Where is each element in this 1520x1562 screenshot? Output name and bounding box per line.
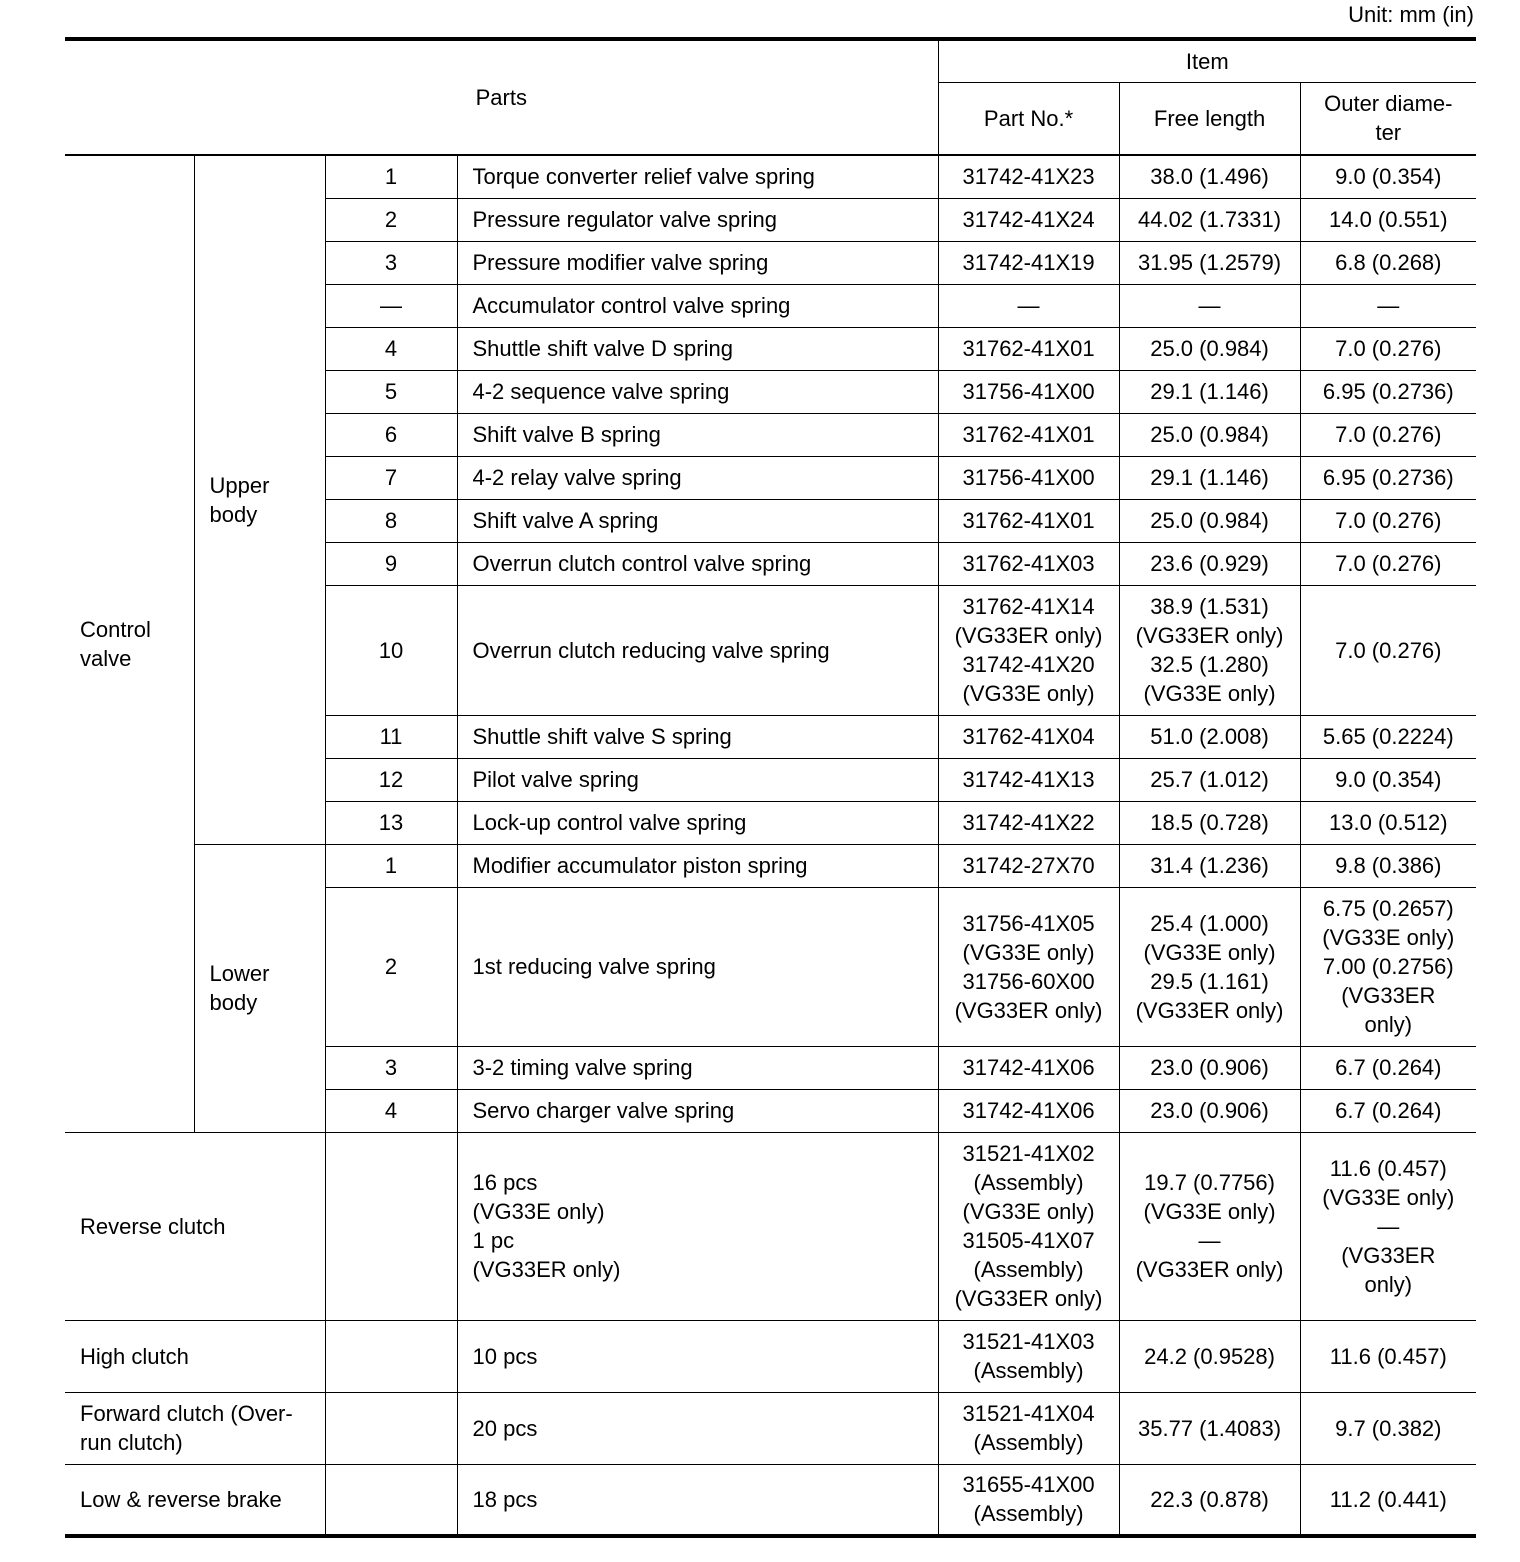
clutch-name: Forward clutch (Over- run clutch) (65, 1392, 325, 1464)
part-name: 1st reducing valve spring (457, 887, 938, 1046)
outer-diameter: 9.0 (0.354) (1300, 155, 1476, 198)
table-row (65, 1320, 1476, 1392)
part-name: Overrun clutch control valve spring (457, 542, 938, 585)
free-length: 25.0 (0.984) (1119, 327, 1300, 370)
outer-diameter: — (1300, 284, 1476, 327)
outer-diameter: 7.0 (0.276) (1300, 585, 1476, 715)
outer-diameter: 11.6 (0.457) (1300, 1320, 1476, 1392)
item-no: 2 (325, 887, 457, 1046)
group-lower-body: Lower body (194, 844, 325, 1132)
free-length: — (1119, 284, 1300, 327)
outer-diameter: 7.0 (0.276) (1300, 413, 1476, 456)
item-no: — (325, 284, 457, 327)
quantity: 16 pcs (VG33E only) 1 pc (VG33ER only) (457, 1132, 938, 1320)
part-no: 31756-41X00 (938, 370, 1119, 413)
item-no: 4 (325, 1089, 457, 1132)
part-name: 4-2 relay valve spring (457, 456, 938, 499)
free-length: 31.4 (1.236) (1119, 844, 1300, 887)
item-no: 1 (325, 844, 457, 887)
free-length: 23.0 (0.906) (1119, 1046, 1300, 1089)
part-no: 31742-41X23 (938, 155, 1119, 198)
header-part-no: Part No.* (938, 82, 1119, 155)
free-length: 24.2 (0.9528) (1119, 1320, 1300, 1392)
quantity: 10 pcs (457, 1320, 938, 1392)
header-parts: Parts (65, 39, 938, 155)
outer-diameter: 14.0 (0.551) (1300, 198, 1476, 241)
blank-cell (325, 1392, 457, 1464)
free-length: 51.0 (2.008) (1119, 715, 1300, 758)
part-name: Modifier accumulator piston spring (457, 844, 938, 887)
part-name: Pressure regulator valve spring (457, 198, 938, 241)
item-no: 6 (325, 413, 457, 456)
item-no: 12 (325, 758, 457, 801)
item-no: 11 (325, 715, 457, 758)
part-no: 31762-41X03 (938, 542, 1119, 585)
quantity: 20 pcs (457, 1392, 938, 1464)
part-no: 31742-41X06 (938, 1046, 1119, 1089)
free-length: 23.6 (0.929) (1119, 542, 1300, 585)
group-upper-body: Upper body (194, 155, 325, 844)
outer-diameter: 6.7 (0.264) (1300, 1089, 1476, 1132)
part-no: 31742-41X06 (938, 1089, 1119, 1132)
free-length: 31.95 (1.2579) (1119, 241, 1300, 284)
table-row (65, 1132, 1476, 1320)
part-no: 31756-41X05 (VG33E only) 31756-60X00 (VG33ER only) (938, 887, 1119, 1046)
part-no: 31742-41X13 (938, 758, 1119, 801)
part-no: 31521-41X03 (Assembly) (938, 1320, 1119, 1392)
header-outer-diameter: Outer diame- ter (1300, 82, 1476, 155)
item-no: 7 (325, 456, 457, 499)
outer-diameter: 9.0 (0.354) (1300, 758, 1476, 801)
part-no: 31762-41X01 (938, 413, 1119, 456)
part-name: Pilot valve spring (457, 758, 938, 801)
part-no: 31762-41X01 (938, 499, 1119, 542)
part-no: 31762-41X01 (938, 327, 1119, 370)
part-no: 31742-41X22 (938, 801, 1119, 844)
part-no: — (938, 284, 1119, 327)
part-name: Shuttle shift valve S spring (457, 715, 938, 758)
item-no: 3 (325, 241, 457, 284)
free-length: 29.1 (1.146) (1119, 456, 1300, 499)
item-no: 13 (325, 801, 457, 844)
outer-diameter: 6.8 (0.268) (1300, 241, 1476, 284)
outer-diameter: 9.7 (0.382) (1300, 1392, 1476, 1464)
item-no: 1 (325, 155, 457, 198)
free-length: 19.7 (0.7756) (VG33E only) — (VG33ER only) (1119, 1132, 1300, 1320)
item-no: 10 (325, 585, 457, 715)
table-row (65, 844, 1476, 887)
free-length: 25.0 (0.984) (1119, 413, 1300, 456)
free-length: 29.1 (1.146) (1119, 370, 1300, 413)
table-row (65, 1464, 1476, 1536)
part-name: Pressure modifier valve spring (457, 241, 938, 284)
item-no: 5 (325, 370, 457, 413)
part-no: 31742-41X19 (938, 241, 1119, 284)
item-no: 3 (325, 1046, 457, 1089)
outer-diameter: 6.95 (0.2736) (1300, 370, 1476, 413)
part-name: Shift valve B spring (457, 413, 938, 456)
outer-diameter: 7.0 (0.276) (1300, 499, 1476, 542)
outer-diameter: 6.95 (0.2736) (1300, 456, 1476, 499)
item-no: 4 (325, 327, 457, 370)
part-no: 31756-41X00 (938, 456, 1119, 499)
free-length: 23.0 (0.906) (1119, 1089, 1300, 1132)
free-length: 38.0 (1.496) (1119, 155, 1300, 198)
unit-label: Unit: mm (in) (1348, 2, 1474, 27)
outer-diameter: 9.8 (0.386) (1300, 844, 1476, 887)
part-no: 31742-27X70 (938, 844, 1119, 887)
clutch-name: Low & reverse brake (65, 1464, 325, 1536)
outer-diameter: 6.7 (0.264) (1300, 1046, 1476, 1089)
table-row (65, 1392, 1476, 1464)
part-name: Accumulator control valve spring (457, 284, 938, 327)
spring-spec-table (65, 37, 1476, 1538)
outer-diameter: 13.0 (0.512) (1300, 801, 1476, 844)
outer-diameter: 11.2 (0.441) (1300, 1464, 1476, 1536)
free-length: 25.0 (0.984) (1119, 499, 1300, 542)
header-item: Item (938, 39, 1476, 82)
group-control-valve: Control valve (65, 155, 194, 1132)
table-row (65, 155, 1476, 198)
free-length: 44.02 (1.7331) (1119, 198, 1300, 241)
outer-diameter: 6.75 (0.2657) (VG33E only) 7.00 (0.2756) (VG33ER only) (1300, 887, 1476, 1046)
blank-cell (325, 1464, 457, 1536)
item-no: 2 (325, 198, 457, 241)
part-no: 31742-41X24 (938, 198, 1119, 241)
header-free-length: Free length (1119, 82, 1300, 155)
part-name: Overrun clutch reducing valve spring (457, 585, 938, 715)
part-no: 31762-41X14 (VG33ER only) 31742-41X20 (VG33E only) (938, 585, 1119, 715)
part-name: Shift valve A spring (457, 499, 938, 542)
free-length: 25.4 (1.000) (VG33E only) 29.5 (1.161) (VG33ER only) (1119, 887, 1300, 1046)
outer-diameter: 5.65 (0.2224) (1300, 715, 1476, 758)
part-name: 4-2 sequence valve spring (457, 370, 938, 413)
quantity: 18 pcs (457, 1464, 938, 1536)
free-length: 18.5 (0.728) (1119, 801, 1300, 844)
free-length: 22.3 (0.878) (1119, 1464, 1300, 1536)
outer-diameter: 7.0 (0.276) (1300, 542, 1476, 585)
item-no: 8 (325, 499, 457, 542)
item-no: 9 (325, 542, 457, 585)
part-no: 31762-41X04 (938, 715, 1119, 758)
part-name: Lock-up control valve spring (457, 801, 938, 844)
free-length: 35.77 (1.4083) (1119, 1392, 1300, 1464)
clutch-name: Reverse clutch (65, 1132, 325, 1320)
outer-diameter: 11.6 (0.457) (VG33E only) — (VG33ER only) (1300, 1132, 1476, 1320)
part-no: 31521-41X02 (Assembly) (VG33E only) 31505-41X07 (Assembly) (VG33ER only) (938, 1132, 1119, 1320)
outer-diameter: 7.0 (0.276) (1300, 327, 1476, 370)
free-length: 25.7 (1.012) (1119, 758, 1300, 801)
clutch-name: High clutch (65, 1320, 325, 1392)
part-name: 3-2 timing valve spring (457, 1046, 938, 1089)
part-name: Shuttle shift valve D spring (457, 327, 938, 370)
free-length: 38.9 (1.531) (VG33ER only) 32.5 (1.280) (VG33E only) (1119, 585, 1300, 715)
part-name: Servo charger valve spring (457, 1089, 938, 1132)
blank-cell (325, 1320, 457, 1392)
part-no: 31521-41X04 (Assembly) (938, 1392, 1119, 1464)
part-no: 31655-41X00 (Assembly) (938, 1464, 1119, 1536)
blank-cell (325, 1132, 457, 1320)
part-name: Torque converter relief valve spring (457, 155, 938, 198)
